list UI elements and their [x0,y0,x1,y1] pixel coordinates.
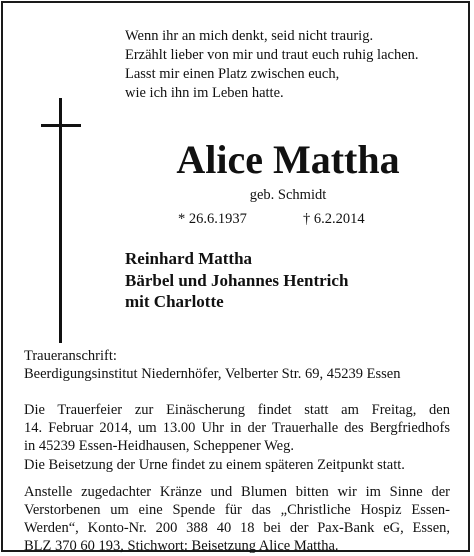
ceremony-line: 14. Februar 2014, um 13.00 Uhr in der Trauerhalle des Bergfriedhofs [24,420,450,436]
cross-icon [41,98,81,343]
mourner-line: mit Charlotte [125,292,224,311]
mourner-line: Reinhard Mattha [125,249,253,268]
poem-line: wie ich ihn im Leben hatte. [125,85,284,101]
birth-name: geb. Schmidt [249,187,327,203]
poem-line: Erzählt lieber von mir und traut euch ruhig lachen. [125,47,419,63]
donation-line: Verstorbenen um eine Spende für das „Christliche Hospiz Essen- [24,502,450,518]
mourners [125,248,348,313]
urn-line: Die Beisetzung der Urne findet zu einem späteren Zeitpunkt statt. [24,457,405,473]
donation-line: Werden“, Konto-Nr. 200 388 40 18 bei der Pax-Bank eG, Essen, [24,520,450,536]
donation-paragraph [24,483,450,555]
death-date: † 6.2.2014 [303,211,365,227]
obituary-notice [1,1,470,552]
poem [125,27,419,103]
poem-line: Wenn ihr an mich denkt, seid nicht traurig. [125,28,374,44]
urn-paragraph [24,456,450,474]
address-label: Traueranschrift: [24,348,117,364]
ceremony-line: Die Trauerfeier zur Einäscherung findet statt am Freitag, den [24,402,450,418]
donation-line: Anstelle zugedachter Kränze und Blumen bitten wir im Sinne der [24,484,450,500]
mourning-address [24,347,450,383]
address-line: Beerdigungsinstitut Niedernhöfer, Velberter Str. 69, 45239 Essen [24,366,401,382]
donation-line: BLZ 370 60 193, Stichwort: Beisetzung Alice Mattha. [24,538,339,554]
ceremony-paragraph [24,401,450,455]
poem-line: Lasst mir einen Platz zwischen euch, [125,66,340,82]
birth-date: * 26.6.1937 [178,211,247,227]
mourner-line: Bärbel und Johannes Hentrich [125,270,349,290]
deceased-name: Alice Mattha [176,137,400,182]
ceremony-line: in 45239 Essen-Heidhausen, Scheppener Weg. [24,438,294,454]
